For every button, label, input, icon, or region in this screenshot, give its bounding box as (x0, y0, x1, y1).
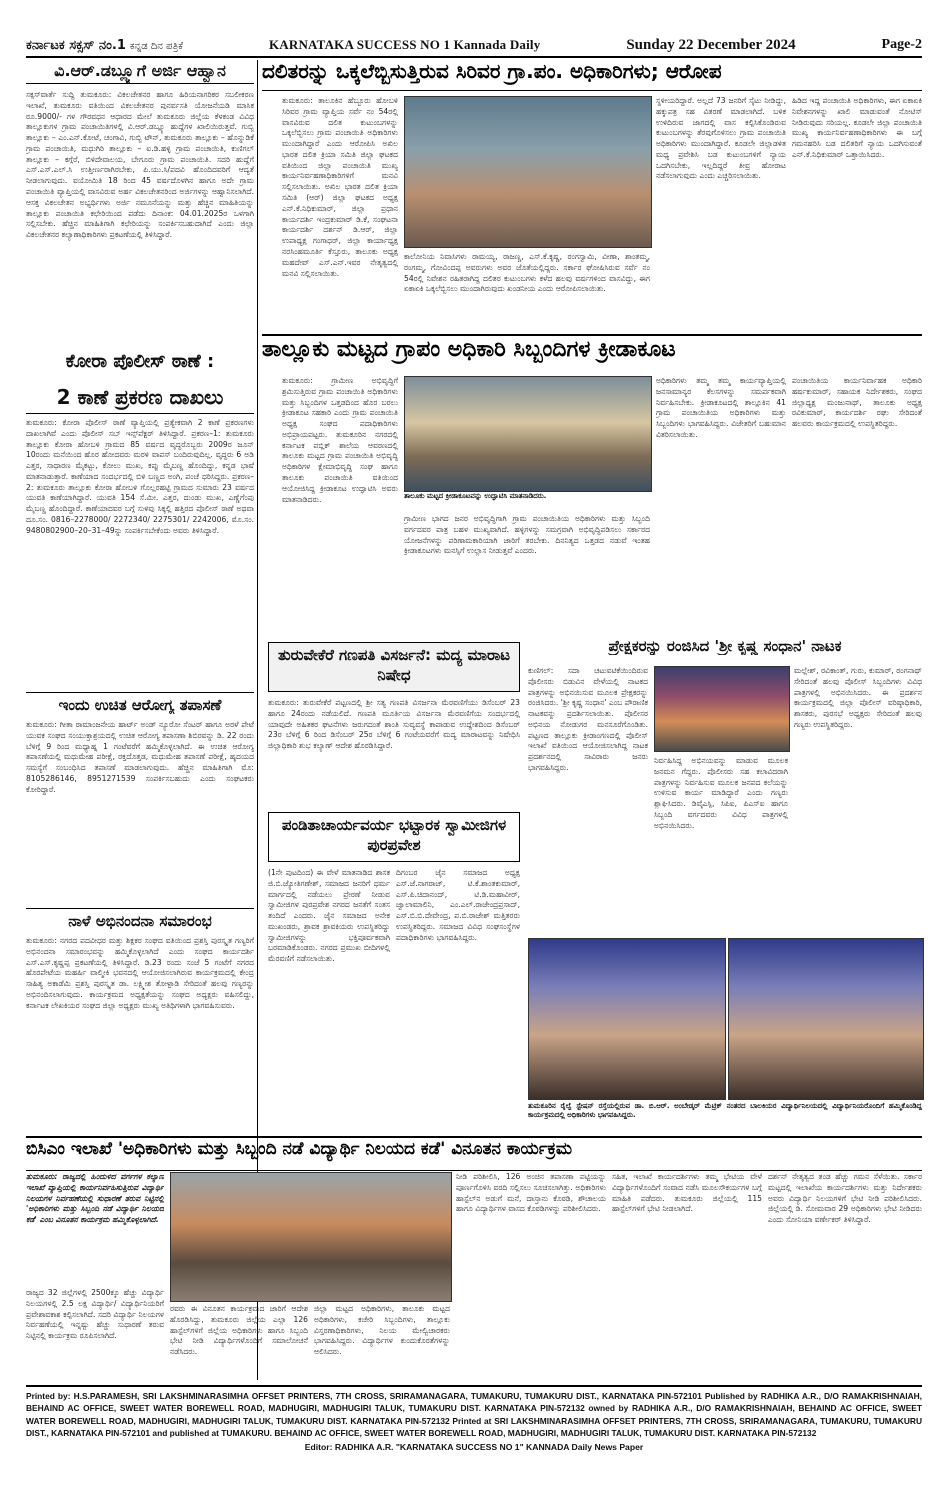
felicitation-body: ತುಮಕೂರು: ನಗರದ ಪದವೀಧರ ಮತ್ತು ಶಿಕ್ಷಕರ ಸಂಘದ ವತಿಯಿಂದ ಪ್ರಶಸ್ತಿ ಪುರಸ್ಕೃತ ಗಣ್ಯರಿಗೆ ಅಭಿನಂದನಾ ಸಮಾರಂಭವನ್ನು ಹಮ್ಮಿಕೊಳ್ಳಲಾಗಿದೆ ಎಂದು ಸಂಘದ ಕಾರ್ಯದರ್ಶಿ ಎಸ್.ಎಸ್.ಕೃಷ್ಣಪ್ಪ ಪ್ರಕಟಣೆಯಲ್ಲಿ ತಿಳಿಸಿದ್ದಾರೆ. ಡಿ.23 ರಂದು ಸಂಜೆ 5 ಗಂಟೆಗೆ ನಗರದ ಹೊರಪೇಟೆಯ ಮಹರ್ಷಿ ವಾಲ್ಮೀಕಿ ಭವನದಲ್ಲಿ ಆಯೋಜಿಸಲಾಗಿರುವ ಕಾರ್ಯಕ್ರಮದಲ್ಲಿ ಕೇಂದ್ರ ಸಾಹಿತ್ಯ ಅಕಾಡೆಮಿ ಪ್ರಶಸ್ತಿ ಪುರಸ್ಕೃತ ಡಾ. ಲಕ್ಷ್ಮೀಶ ತೋಳ್ಪಾಡಿ ಸೇರಿದಂತೆ ಹಲವು ಗಣ್ಯರನ್ನು ಅಭಿನಂದಿಸಲಾಗುವುದು. ಕಾರ್ಯಕ್ರಮದ ಅಧ್ಯಕ್ಷತೆಯನ್ನು ಸಂಘದ ಅಧ್ಯಕ್ಷರು ವಹಿಸಲಿದ್ದು, ಕರ್ನಾಟಕ ಲೇಖಕಿಯರ ಸಂಘದ ಜಿಲ್ಲಾ ಅಧ್ಯಕ್ಷರು ಮುಖ್ಯ ಅತಿಥಿಗಳಾಗಿ ಭಾಗವಹಿಸುವರು. (26, 936, 254, 1010)
drama-photo (654, 666, 790, 752)
drama-col3: ಮಲ್ಲೇಶ್, ರವಿಕಾಂತ್, ಗುರು, ಕುಮಾರ್, ರಂಗನಾಥ್ ಸೇರಿದಂತೆ ಹಲವು ಪೊಲೀಸ್ ಸಿಬ್ಬಂದಿಗಳು ವಿವಿಧ ಪಾತ್ರಗಳಲ್ಲಿ ಅಭಿನಯಿಸಿದರು. ಈ ಪ್ರದರ್ಶನ ಕಾರ್ಯಕ್ರಮದಲ್ಲಿ ಜಿಲ್ಲಾ ಪೊಲೀಸ್ ವರಿಷ್ಠಾಧಿಕಾರಿ, ಶಾಸಕರು, ಪುರಸಭೆ ಅಧ್ಯಕ್ಷರು ಸೇರಿದಂತೆ ಹಲವು ಗಣ್ಯರು ಉಪಸ್ಥಿತರಿದ್ದರು. (794, 666, 922, 729)
pandit-headline: ಪಂಡಿತಾಚಾರ್ಯವರ್ಯ ಭಟ್ಟಾರಕ ಸ್ವಾಮೀಜಿಗಳ ಪುರಪ್ರವೇಶ (268, 812, 520, 862)
dalit-col2: ಕಾಲೋನಿಯ ನಿವಾಸಿಗಳು ರಾಮಯ್ಯ, ರಾಜಣ್ಣ, ಎಸ್.ಕೆ.ಕೃಷ್ಣ, ರಂಗಸ್ವಾಮಿ, ವೀಣಾ, ಶಾಂತಮ್ಮ, ರಂಗಮ್ಮ, ಗೋವಿಂದಪ್ಪ ಅವರುಗಳು ಅವರ ಜೊತೆಯಲ್ಲಿದ್ದರು. ಸರ್ಕಾರ ಘೋಷಿಸಿರುವ ಸರ್ವೆ ನಂ 54ರಲ್ಲಿ ನಿವೇಶನ ರಹಿತರಾಗಿದ್ದ ದಲಿತರ ಕುಟುಂಬಗಳು ಕಳೆದ ಹಲವು ವರ್ಷಗಳಿಂದ ವಾಸವಿದ್ದು, ಈಗ ಏಕಾಏಕಿ ಒಕ್ಕಲೆಬ್ಬಿಸಲು ಮುಂದಾಗಿರುವುದು ಖಂಡನೀಯ ಎಂದು ಆರೋಪಿಸಲಾಯಿತು. (404, 252, 650, 294)
imprint-footer (26, 1385, 922, 1475)
sports-headline: ತಾಲ್ಲೂಕು ಮಟ್ಟದ ಗ್ರಾಪಂ ಅಧಿಕಾರಿ ಸಿಬ್ಬಂದಿಗಳ ಕ್ರೀಡಾಕೂಟ (262, 334, 922, 370)
masthead (26, 34, 922, 58)
bcm-col0: ರಾಜ್ಯದ 32 ಜಿಲ್ಲೆಗಳಲ್ಲಿ 2500ಕ್ಕೂ ಹೆಚ್ಚು ವಿದ್ಯಾರ್ಥಿ ನಿಲಯಗಳಲ್ಲಿ 2.5 ಲಕ್ಷ ವಿದ್ಯಾರ್ಥಿ/ ವಿದ್ಯಾರ್ಥಿನಿಯರಿಗೆ ಪ್ರವೇಶಾವಕಾಶ ಕಲ್ಪಿಸಲಾಗಿದೆ. ಸದರಿ ವಿದ್ಯಾರ್ಥಿ ನಿಲಯಗಳ ನಿರ್ವಹಣೆಯಲ್ಲಿ ಇನ್ನಷ್ಟು ಹೆಚ್ಚು ಸುಧಾರಣೆ ತರುವ ನಿಟ್ಟಿನಲ್ಲಿ ಕಾರ್ಯಕ್ರಮ ರೂಪಿಸಲಾಗಿದೆ. (26, 1288, 164, 1341)
sports-col3: ಅಧಿಕಾರಿಗಳು ತಮ್ಮ ತಮ್ಮ ಕಾರ್ಯವ್ಯಾಪ್ತಿಯಲ್ಲಿ ಜನಸಾಮಾನ್ಯರ ಕೆಲಸಗಳನ್ನು ಸಮರ್ಪಕವಾಗಿ ನಿರ್ವಹಿಸಬೇಕು. ಕ್ರೀಡಾಕೂಟದಲ್ಲಿ ತಾಲ್ಲೂಕಿನ 41 ಗ್ರಾಮ ಪಂಚಾಯಿತಿಯ ಅಧಿಕಾರಿಗಳು ಮತ್ತು ಸಿಬ್ಬಂದಿಗಳು ಭಾಗವಹಿಸಿದ್ದರು. ವಿಜೇತರಿಗೆ ಬಹುಮಾನ ವಿತರಿಸಲಾಯಿತು. (656, 376, 786, 439)
sports-col2: ಗ್ರಾಮೀಣ ಭಾಗದ ಜನರ ಅಭಿವೃದ್ಧಿಗಾಗಿ ಗ್ರಾಮ ಪಂಚಾಯಿತಿಯ ಅಧಿಕಾರಿಗಳು ಮತ್ತು ಸಿಬ್ಬಂದಿ ವರ್ಗದವರ ಪಾತ್ರ ಬಹಳ ಮುಖ್ಯವಾಗಿದೆ. ಹಳ್ಳಿಗಳನ್ನು ಸಮಗ್ರವಾಗಿ ಅಭಿವೃದ್ಧಿಪಡಿಸಲು ಸರ್ಕಾರದ ಯೋಜನೆಗಳನ್ನು ಪರಿಣಾಮಕಾರಿಯಾಗಿ ಜಾರಿಗೆ ತರಬೇಕು. ದಿನನಿತ್ಯದ ಒತ್ತಡದ ನಡುವೆ ಇಂತಹ ಕ್ರೀಡಾಕೂಟಗಳು ಮನಸ್ಸಿಗೆ ಉಲ್ಲಾಸ ನೀಡುತ್ತವೆ ಎಂದರು. (404, 514, 650, 556)
vrw-body: ಸಕ್ಸಸ್‌ವಾರ್ತೆ ಸುದ್ದಿ ತುಮಕೂರು: ವಿಕಲಚೇತನರ ಹಾಗೂ ಹಿರಿಯನಾಗರಿಕರ ಸಬಲೀಕರಣ ಇಲಾಖೆ, ತುಮಕೂರು ವತಿಯಿಂದ ವಿಕಲಚೇತನರ ಪುನರ್ವಸತಿ ಯೋಜನೆಯಡಿ ಮಾಸಿಕ ರೂ.9000/- ಗಳ ಗೌರವಧನ ಆಧಾರದ ಮೇಲೆ ತುಮಕೂರು ಜಿಲ್ಲೆಯ ಕೆಳಕಂಡ ವಿವಿಧ ತಾಲ್ಲೂಕುಗಳ ಗ್ರಾಮ ಪಂಚಾಯಿತಿಗಳಲ್ಲಿ ವಿ.ಆರ್.ಡಬ್ಲ್ಯೂ ಹುದ್ದೆಗಳ ಖಾಲಿಯಿರುತ್ತವೆ. ಗುಬ್ಬಿ ತಾಲ್ಲೂಕು – ಎಂ.ಎನ್.ಕೋಟೆ, ಚಂಗಾವಿ, ಗುಬ್ಬಿ ಟೌನ್, ತುಮಕೂರು ತಾಲ್ಲೂಕು – ಹೊನ್ನುಡಿಕೆ ಗ್ರಾಮ ಪಂಚಾಯಿತಿ, ಮಧುಗಿರಿ ತಾಲ್ಲೂಕು – ಐ.ಡಿ.ಹಳ್ಳಿ ಗ್ರಾಮ ಪಂಚಾಯಿತಿ, ಕುಣಿಗಲ್ ತಾಲ್ಲೂಕು – ಕಗ್ಗೆರೆ, ಬಿಳಿದೇವಾಲಯ, ಬೇಗೂರು ಗ್ರಾಮ ಪಂಚಾಯಿತಿ. ಸದರಿ ಹುದ್ದೆಗೆ ಎಸ್.ಎಸ್.ಎಲ್.ಸಿ ಉತ್ತೀರ್ಣರಾಗಿರಬೇಕು, ಪಿ.ಯು.ಸಿ/ಪದವಿ ಹೊಂದಿದವರಿಗೆ ಆದ್ಯತೆ ನೀಡಲಾಗುವುದು. ವಯೋಮಿತಿ 18 ರಿಂದ 45 ವರ್ಷದೊಳಗಿನ ಹಾಗೂ ಅದೇ ಗ್ರಾಮ ಪಂಚಾಯಿತಿ ವ್ಯಾಪ್ತಿಯಲ್ಲಿ ವಾಸವಿರುವ ಅರ್ಹ ವಿಕಲಚೇತನರಿಂದ ಅರ್ಜಿಗಳನ್ನು ಆಹ್ವಾನಿಸಲಾಗಿದೆ. ಆಸಕ್ತ ವಿಕಲಚೇತನ ಅಭ್ಯರ್ಥಿಗಳು ಅರ್ಜಿ ನಮೂನೆಯನ್ನು ಮತ್ತು ಹೆಚ್ಚಿನ ಮಾಹಿತಿಯನ್ನು ತಾಲ್ಲೂಕು ಪಂಚಾಯಿತಿ ಕಛೇರಿಯಿಂದ ಪಡೆದು ದಿನಾಂಕ: 04.01.2025ರ ಒಳಗಾಗಿ ಸಲ್ಲಿಸಬೇಕು. ಹೆಚ್ಚಿನ ಮಾಹಿತಿಗಾಗಿ ಕಛೇರಿಯನ್ನು ಸಂಪರ್ಕಿಸಬಹುದಾಗಿದೆ ಎಂದು ಜಿಲ್ಲಾ ವಿಕಲಚೇತನರ ಕಲ್ಯಾಣಾಧಿಕಾರಿಗಳು ಪ್ರಕಟಣೆಯಲ್ಲಿ ತಿಳಿಸಿದ್ದಾರೆ. (26, 90, 254, 240)
sports-caption: ತಾಲೂಕು ಮಟ್ಟದ ಕ್ರೀಡಾಕೂಟವನ್ನು ಉದ್ಘಾಟಿಸಿ ಮಾತನಾಡಿದರು. (404, 492, 547, 500)
vrw-headline: ವಿ.ಆರ್.ಡಬ್ಲ್ಯೂಗೆ ಅರ್ಜಿ ಆಹ್ವಾನ (26, 62, 254, 84)
pandit-col1: (1ನೇ ಪುಟದಿಂದ) ಈ ವೇಳೆ ಮಾತನಾಡಿದ ಶಾಸಕ ಜಿ.ಬಿ.ಜ್ಯೋತಿಗಣೇಶ್, ಸಮಾಜದ ಜನರಿಗೆ ಧರ್ಮ ಮಾರ್ಗದಲ್ಲಿ ನಡೆಯಲು ಪ್ರೇರಣೆ ನೀಡುವ ಸ್ವಾಮೀಜಿಗಳ ಪುರಪ್ರವೇಶ ನಗರದ ಜನತೆಗೆ ಸಂತಸ ತಂದಿದೆ ಎಂದರು. ಜೈನ ಸಮಾಜದ ಅನೇಕ ಮುಖಂಡರು, ಶ್ರಾವಕ ಶ್ರಾವಕಿಯರು ಉಪಸ್ಥಿತರಿದ್ದು ಸ್ವಾಮೀಜಿಗಳನ್ನು ಭಕ್ತಿಪೂರ್ವಕವಾಗಿ ಬರಮಾಡಿಕೊಂಡರು. ನಗರದ ಪ್ರಮುಖ ಬೀದಿಗಳಲ್ಲಿ ಮೆರವಣಿಗೆ ನಡೆಸಲಾಯಿತು. (268, 868, 390, 964)
pandit-col2: ದಿಗಂಬರ ಜೈನ ಸಮಾಜದ ಅಧ್ಯಕ್ಷ ಎಸ್.ಜೆ.ನಾಗರಾಜ್, ಟಿ.ಕೆ.ಶಾಂತಕುಮಾರ್, ಎಸ್.ಪಿ.ಚಿದಾನಂದ್, ಟಿ.ಡಿ.ಮಹಾವೀರ್, ಜ್ವಾಲಾಮಾಲಿನಿ, ಎಂ.ಎಲ್.ರಾಜೇಂದ್ರಪ್ರಸಾದ್, ಎಸ್.ಬಿ.ಬಿ.ದೇವೇಂದ್ರ, ಪ.ಬಿ.ರಾಜೇಶ್ ಮತ್ತಿತರರು ಉಪಸ್ಥಿತರಿದ್ದರು. ಸಮಾಜದ ವಿವಿಧ ಸಂಘಸಂಸ್ಥೆಗಳ ಪದಾಧಿಕಾರಿಗಳು ಭಾಗವಹಿಸಿದ್ದರು. (396, 868, 520, 942)
kora-body: ತುಮಕೂರು: ಕೋರಾ ಪೊಲೀಸ್ ಠಾಣೆ ವ್ಯಾಪ್ತಿಯಲ್ಲಿ ಪ್ರತ್ಯೇಕವಾಗಿ 2 ಕಾಣೆ ಪ್ರಕರಣಗಳು ದಾಖಲಾಗಿವೆ ಎಂದು ಪೊಲೀಸ್ ಸಬ್ ಇನ್ಸ್‌ಪೆಕ್ಟರ್ ತಿಳಿಸಿದ್ದಾರೆ. ಪ್ರಕರಣ–1: ತುಮಕೂರು ತಾಲ್ಲೂಕು ಕೋರಾ ಹೋಬಳಿ ಗ್ರಾಮದ 85 ವರ್ಷದ ವೃದ್ಧರೊಬ್ಬರು 2009ರ ಜೂನ್ 10ರಂದು ಮನೆಯಿಂದ ಹೊರ ಹೋದವರು ಮರಳಿ ವಾಪಸ್ ಬಂದಿರುವುದಿಲ್ಲ. ವೃದ್ಧರು 6 ಅಡಿ ಎತ್ತರ, ಸಾಧಾರಣ ಮೈಕಟ್ಟು, ಕೋಲು ಮುಖ, ಕಪ್ಪು ಮೈಬಣ್ಣ ಹೊಂದಿದ್ದು, ಕನ್ನಡ ಭಾಷೆ ಮಾತನಾಡುತ್ತಾರೆ. ಕಾಣೆಯಾದ ಸಂದರ್ಭದಲ್ಲಿ ಬಿಳಿ ಬಣ್ಣದ ಅಂಗಿ, ಪಂಚೆ ಧರಿಸಿದ್ದರು. ಪ್ರಕರಣ–2: ತುಮಕೂರು ತಾಲ್ಲೂಕು ಕೋರಾ ಹೋಬಳಿ ಗೊಲ್ಲರಹಟ್ಟಿ ಗ್ರಾಮದ ಸುಮಾರು 23 ವರ್ಷದ ಯುವತಿ ಕಾಣೆಯಾಗಿದ್ದಾರೆ. ಯುವತಿ 154 ಸೆ.ಮೀ. ಎತ್ತರ, ದುಂಡು ಮುಖ, ಎಣ್ಣೆಗೆಂಪು ಮೈಬಣ್ಣ ಹೊಂದಿದ್ದಾರೆ. ಕಾಣೆಯಾದವರ ಬಗ್ಗೆ ಸುಳಿವು ಸಿಕ್ಕಲ್ಲಿ ಹತ್ತಿರದ ಪೊಲೀಸ್ ಠಾಣೆ ಅಥವಾ ದೂ.ಸಂ. 0816–2278000/ 2272340/ 2275301/ 2242006, ಮೊ.ಸಂ. 9480802900–20–31–49ನ್ನು ಸಂಪರ್ಕಿಸಬೇಕೆಂದು ಅವರು ತಿಳಿಸಿದ್ದಾರೆ. (26, 418, 254, 535)
imprint-line: Printed by: H.S.PARAMESH, SRI LAKSHMINARASIMHA OFFSET PRINTERS, 7TH CROSS, SRIRAMANAGARA, TUMAKURU, TUMAKURU DIST., KARNATAKA PIN-572101 Published by RADHIKA A.R., D/O RAMAKRISHNAIAH, BEHAIND AC OFFICE, SWEET WATER BOREWELL ROAD, MADHUGIRI, MADHUGIRI TALUK, TUMAKURU DIST. KARNATAKA PIN-572132 owned by RADHIKA A.R., D/O RAMAKRISHNAIAH, BEHAIND AC OFFICE, SWEET WATER BOREWELL ROAD, MADHUGIRI, MADHUGIRI TALUK, TUMAKURU DIST. KARNATAKA PIN-572132 Printed at SRI LAKSHMINARASIMHA OFFSET PRINTERS, 7TH CROSS, SRIRAMANAGARA, TUMAKURU, TUMAKURU DIST., KARNATAKA PIN-572101 and published at TUMAKURU. BEHAIND AC OFFICE, SWEET WATER BOREWELL ROAD, MADHUGIRI, MADHUGIRI TALUK, TUMAKURU DIST. KARNATAKA PIN-572132 (26, 1391, 922, 1439)
drama-headline: ಪ್ರೇಕ್ಷಕರನ್ನು ರಂಜಿಸಿದ 'ಶ್ರೀ ಕೃಷ್ಣ ಸಂಧಾನ' ನಾಟಕ (608, 638, 842, 655)
kora-headline-2: 2 ಕಾಣೆ ಪ್ರಕರಣ ದಾಖಲು (26, 386, 254, 414)
kora-headline: ಕೋರಾ ಪೊಲೀಸ್ ಠಾಣೆ : (65, 352, 215, 372)
ganapathi-body: ತುಮಕೂರು: ತುರುವೇಕೆರೆ ಪಟ್ಟಣದಲ್ಲಿ ಶ್ರೀ ಸತ್ಯ ಗಣಪತಿ ವಿಸರ್ಜನಾ ಮೆರವಣಿಗೆಯು ಡಿಸೆಂಬರ್ 23 ಹಾಗೂ 24ರಂದು ನಡೆಯಲಿದೆ. ಗಣಪತಿ ಮೂರ್ತಿಯ ವಿಸರ್ಜನಾ ಮೆರವಣಿಗೆಯ ಸಂದರ್ಭದಲ್ಲಿ ಯಾವುದೇ ಅಹಿತಕರ ಘಟನೆಗಳು ಜರುಗದಂತೆ ಶಾಂತಿ ಸುವ್ಯವಸ್ಥೆ ಕಾಪಾಡುವ ಉದ್ದೇಶದಿಂದ ಡಿಸೆಂಬರ್ 23ರ ಬೆಳಿಗ್ಗೆ 6 ರಿಂದ ಡಿಸೆಂಬರ್ 25ರ ಬೆಳಿಗ್ಗೆ 6 ಗಂಟೆಯವರೆಗೆ ಮದ್ಯ ಮಾರಾಟವನ್ನು ನಿಷೇಧಿಸಿ ಜಿಲ್ಲಾಧಿಕಾರಿ ಶುಭ ಕಲ್ಯಾಣ್ ಆದೇಶ ಹೊರಡಿಸಿದ್ದಾರೆ. (268, 698, 520, 751)
dalit-headline: ದಲಿತರನ್ನು ಒಕ್ಕಲೆಬ್ಬಿಸುತ್ತಿರುವ ಸಿರಿವರ ಗ್ರಾ.ಪಂ. ಅಧಿಕಾರಿಗಳು; ಆರೋಪ (262, 60, 922, 91)
bcm-col3: ನೀಡಿ ಪರಿಶೀಲಿಸಿ, 126 ಅಂಚಿನ ತಪಾಸಣಾ ಪಟ್ಟಿಯನ್ನು ಪೂರ್ಣಗೊಳಿಸಿ ವರದಿ ಸಲ್ಲಿಸಲು ಸೂಚಿಸಲಾಗಿತ್ತು. ಅಧಿಕಾರಿಗಳು ಹಾಸ್ಟೆಲ್‌ನ ಅಡುಗೆ ಮನೆ, ದಾಸ್ತಾನು ಕೊಠಡಿ, ಶೌಚಾಲಯ ಹಾಗೂ ವಿದ್ಯಾರ್ಥಿಗಳ ವಾಸದ ಕೊಠಡಿಗಳನ್ನು ಪರಿಶೀಲಿಸಿದರು. (456, 1172, 606, 1214)
sports-col4: ಪಂಚಾಯಿತಿಯ ಕಾರ್ಯನಿರ್ವಾಹಕ ಅಧಿಕಾರಿ ಹರ್ಷಕುಮಾರ್, ಸಹಾಯಕ ನಿರ್ದೇಶಕರು, ಸಂಘದ ಜಿಲ್ಲಾಧ್ಯಕ್ಷ ಮಂಜುನಾಥ್, ತಾಲೂಕು ಅಧ್ಯಕ್ಷ ರವಿಕುಮಾರ್, ಕಾರ್ಯದರ್ಶಿ ರಘು ಸೇರಿದಂತೆ ಹಲವರು ಕಾರ್ಯಕ್ರಮದಲ್ಲಿ ಉಪಸ್ಥಿತರಿದ್ದರು. (792, 376, 922, 429)
bcm-col5: ದರ್ಶನ್ ನೇತೃತ್ವದ ತಂಡ ಹೆಚ್ಚು ಗಮನ ಸೆಳೆಯಿತು. ಸರ್ಕಾರ ಮಟ್ಟದಲ್ಲಿ ಇಲಾಖೆಯ ಕಾರ್ಯದರ್ಶಿಗಳು ಮತ್ತು ನಿರ್ದೇಶಕರು ಅವರು ವಿದ್ಯಾರ್ಥಿ ನಿಲಯಗಳಿಗೆ ಭೇಟಿ ನೀಡಿ ಪರಿಶೀಲಿಸಿದರು. ಜಿಲ್ಲೆಯಲ್ಲಿ ಡಿ. ಸೋಮವಾರ 29 ಅಧಿಕಾರಿಗಳು ಭೇಟಿ ನೀಡಿದರು ಎಂದು ಸೋನಿಯಾ ವರ್ಣೇಕರ್ ತಿಳಿಸಿದ್ದಾರೆ. (768, 1172, 922, 1225)
dalit-col4: ಹಿಡಿದ ಇದ್ದ ಪಂಚಾಯಿತಿ ಅಧಿಕಾರಿಗಳು, ಈಗ ಏಕಾಏಕಿ ನಿವೇಶನಗಳನ್ನು ಖಾಲಿ ಮಾಡುವಂತೆ ನೋಟಿಸ್ ನೀಡಿರುವುದು ಸರಿಯಲ್ಲ. ಕೂಡಲೇ ಜಿಲ್ಲಾ ಪಂಚಾಯಿತಿ ಮುಖ್ಯ ಕಾರ್ಯನಿರ್ವಹಣಾಧಿಕಾರಿಗಳು ಈ ಬಗ್ಗೆ ಗಮನಹರಿಸಿ ಬಡ ದಲಿತರಿಗೆ ನ್ಯಾಯ ಒದಗಿಸುವಂತೆ ಎನ್.ಕೆ.ನಿಧಿಕುಮಾರ್ ಒತ್ತಾಯಿಸಿದರು. (792, 96, 922, 159)
bcm-photo (170, 1172, 452, 1302)
health-body: ತುಮಕೂರು: ಗೀತಾ ರಾಮಾಂಜನೇಯ ಹಾರ್ಟ್ ಅಂಡ್ ನ್ಯೂರೋ ಸೆಂಟರ್ ಹಾಗೂ ಅರಳೆ ಪೇಟೆ ಯುವಕ ಸಂಘದ ಸಂಯುಕ್ತಾಶ್ರಯದಲ್ಲಿ ಉಚಿತ ಆರೋಗ್ಯ ತಪಾಸಣಾ ಶಿಬಿರವನ್ನು ಡಿ. 22 ರಂದು ಬೆಳಿಗ್ಗೆ 9 ರಿಂದ ಮಧ್ಯಾಹ್ನ 1 ಗಂಟೆವರೆಗೆ ಹಮ್ಮಿಕೊಳ್ಳಲಾಗಿದೆ. ಈ ಉಚಿತ ಆರೋಗ್ಯ ತಪಾಸಣೆಯಲ್ಲಿ ಮಧುಮೇಹ ಪರೀಕ್ಷೆ, ರಕ್ತದೊತ್ತಡ, ಮಧುಮೇಹ ತಪಾಸಣೆ ಪರೀಕ್ಷೆ, ಹೃದಯದ ಸಮಸ್ಯೆಗೆ ಸಂಬಂಧಿಸಿದ ತಪಾಸಣೆ ಮಾಡಲಾಗುವುದು. ಹೆಚ್ಚಿನ ಮಾಹಿತಿಗಾಗಿ ಮೊ: 8105286146, 8951271539 ಸಂಪರ್ಕಿಸಬಹುದು ಎಂದು ಸಂಘಟಕರು ಕೋರಿದ್ದಾರೆ. (26, 720, 254, 794)
dalit-photo (404, 96, 652, 248)
sports-photo (404, 376, 652, 492)
drama-col1: ಕುಣಿಗಲ್: ಸದಾ ಚಟುವಟಿಕೆಯಿಂದಿರುವ ಪೊಲೀಸರು ಬಿಡುವಿನ ವೇಳೆಯಲ್ಲಿ ನಾಟಕದ ಪಾತ್ರಗಳನ್ನು ಅಭಿನಯಿಸುವ ಮೂಲಕ ಪ್ರೇಕ್ಷಕರನ್ನು ರಂಜಿಸಿದರು. 'ಶ್ರೀ ಕೃಷ್ಣ ಸಂಧಾನ' ಎಂಬ ಪೌರಾಣಿಕ ನಾಟಕವನ್ನು ಪ್ರದರ್ಶಿಸಲಾಯಿತು. ಪೊಲೀಸರ ಅಭಿನಯ ನೋಡುಗರ ಮನಸೂರೆಗೊಂಡಿತು. ಪಟ್ಟಣದ ತಾಲ್ಲೂಕು ಕ್ರೀಡಾಂಗಣದಲ್ಲಿ ಪೊಲೀಸ್ ಇಲಾಖೆ ವತಿಯಿಂದ ಆಯೋಜಿಸಲಾಗಿದ್ದ ನಾಟಕ ಪ್ರದರ್ಶನದಲ್ಲಿ ಸಾವಿರಾರು ಜನರು ಭಾಗವಹಿಸಿದ್ದರು. (528, 666, 648, 773)
sports-col1: ತುಮಕೂರು: ಗ್ರಾಮೀಣ ಅಭಿವೃದ್ಧಿಗೆ ಶ್ರಮಿಸುತ್ತಿರುವ ಗ್ರಾಮ ಪಂಚಾಯಿತಿ ಅಧಿಕಾರಿಗಳು ಮತ್ತು ಸಿಬ್ಬಂದಿಗಳ ಒತ್ತಡದಿಂದ ಹೊರ ಬರಲು ಕ್ರೀಡಾಕೂಟ ಸಹಕಾರಿ ಎಂದು ಗ್ರಾಮ ಪಂಚಾಯಿತಿ ಅಧ್ಯಕ್ಷ ಸಂಘದ ಪದಾಧಿಕಾರಿಗಳು ಅಭಿಪ್ರಾಯಪಟ್ಟರು. ತುಮಕೂರಿನ ನಗರದಲ್ಲಿ ಕರ್ನಾಟಕ ಪಬ್ಲಿಕ್ ಶಾಲೆಯ ಆವರಣದಲ್ಲಿ ತಾಲೂಕು ಮಟ್ಟದ ಗ್ರಾಮ ಪಂಚಾಯಿತಿ ಅಭಿವೃದ್ಧಿ ಅಧಿಕಾರಿಗಳ ಕ್ಷೇಮಾಭಿವೃದ್ಧಿ ಸಂಘ ಹಾಗೂ ತಾಲೂಕು ಪಂಚಾಯಿತಿ ವತಿಯಿಂದ ಆಯೋಜಿಸಿದ್ದ ಕ್ರೀಡಾಕೂಟ ಉದ್ಘಾಟಿಸಿ ಅವರು ಮಾತನಾಡಿದರು. (282, 376, 398, 504)
bcm-col1: ರವರು ಈ ವಿನೂತನ ಕಾರ್ಯಕ್ರಮದ ಜಾರಿಗೆ ಆದೇಶ ಹೊರಡಿಸಿದ್ದು, ತುಮಕೂರು ಜಿಲ್ಲೆಯ ಎಲ್ಲಾ 126 ಹಾಸ್ಟೆಲ್‌ಗಳಿಗೆ ಜಿಲ್ಲೆಯ ಅಧಿಕಾರಿಗಳು ಹಾಗೂ ಸಿಬ್ಬಂದಿ ಭೇಟಿ ನೀಡಿ ವಿದ್ಯಾರ್ಥಿಗಳೊಂದಿಗೆ ಸಮಾಲೋಚನೆ ನಡೆಸಿದರು. (170, 1304, 308, 1357)
masthead-logo: ಕರ್ನಾಟಕ ಸಕ್ಸಸ್ ನಂ.1 ಕನ್ನಡ ದಿನ ಪತ್ರಿಕೆ (26, 37, 184, 53)
felicitation-headline: ನಾಳೆ ಅಭಿನಂದನಾ ಸಮಾರಂಭ (26, 908, 254, 930)
hostel-photo-left (528, 938, 726, 1100)
health-headline: ಇಂದು ಉಚಿತ ಆರೋಗ್ಯ ತಪಾಸಣೆ (26, 692, 254, 714)
masthead-title: KARNATAKA SUCCESS NO 1 Kannada Daily (268, 37, 541, 52)
dalit-col1: ತುಮಕೂರು: ತಾಲೂಕಿನ ಹೆಬ್ಬೂರು ಹೋಬಳಿ ಸಿರಿವರ ಗ್ರಾಮ ವ್ಯಾಪ್ತಿಯ ಸರ್ವೆ ನಂ 54ರಲ್ಲಿ ವಾಸವಿರುವ ದಲಿತ ಕುಟುಂಬಗಳನ್ನು ಒಕ್ಕಲೆಬ್ಬಿಸಲು ಗ್ರಾಮ ಪಂಚಾಯಿತಿ ಅಧಿಕಾರಿಗಳು ಮುಂದಾಗಿದ್ದಾರೆ ಎಂದು ಆರೋಪಿಸಿ ಅಖಿಲ ಭಾರತ ದಲಿತ ಕ್ರಿಯಾ ಸಮಿತಿ ಜಿಲ್ಲಾ ಘಟಕದ ವತಿಯಿಂದ ಜಿಲ್ಲಾ ಪಂಚಾಯಿತಿ ಮುಖ್ಯ ಕಾರ್ಯನಿರ್ವಹಣಾಧಿಕಾರಿಗಳಿಗೆ ಮನವಿ ಸಲ್ಲಿಸಲಾಯಿತು. ಅಖಿಲ ಭಾರತ ದಲಿತ ಕ್ರಿಯಾ ಸಮಿತಿ (ಆರ್) ಜಿಲ್ಲಾ ಘಟಕದ ಅಧ್ಯಕ್ಷ ಎನ್.ಕೆ.ನಿಧಿಕುಮಾರ್, ಜಿಲ್ಲಾ ಪ್ರಧಾನ ಕಾರ್ಯದರ್ಶಿ ಇಂದ್ರಕುಮಾರ್ ಡಿ.ಕೆ, ಸಂಘಟನಾ ಕಾರ್ಯದರ್ಶಿ ದರ್ಶನ್ ಡಿ.ಆರ್, ಜಿಲ್ಲಾ ಉಪಾಧ್ಯಕ್ಷ ಗಂಗಾಧರ್, ಜಿಲ್ಲಾ ಕಾರ್ಯಾಧ್ಯಕ್ಷ ನರಸಿಂಹಮೂರ್ತಿ ಕೆಸ್ತೂರು, ತಾಲೂಕು ಅಧ್ಯಕ್ಷ ಮಹದೇವ್ ಎಸ್.ಎನ್.ಇವರ ನೇತೃತ್ವದಲ್ಲಿ ಮನವಿ ಸಲ್ಲಿಸಲಾಯಿತು. (282, 96, 398, 278)
bcm-intro: ತುಮಕೂರು: ರಾಜ್ಯದಲ್ಲಿ ಹಿಂದುಳಿದ ವರ್ಗಗಳ ಕಲ್ಯಾಣ ಇಲಾಖೆ ವ್ಯಾಪ್ತಿಯಲ್ಲಿ ಕಾರ್ಯನಿರ್ವಹಿಸುತ್ತಿರುವ ವಿದ್ಯಾರ್ಥಿ ನಿಲಯಗಳ ನಿರ್ವಹಣೆಯಲ್ಲಿ ಸುಧಾರಣೆ ತರುವ ನಿಟ್ಟಿನಲ್ಲಿ 'ಅಧಿಕಾರಿಗಳು ಮತ್ತು ಸಿಬ್ಬಂದಿ ನಡೆ ವಿದ್ಯಾರ್ಥಿ ನಿಲಯದ ಕಡೆ' ಎಂಬ ವಿನೂತನ ಕಾರ್ಯಕ್ರಮ ಹಮ್ಮಿಕೊಳ್ಳಲಾಗಿದೆ. (26, 1172, 164, 1225)
bcm-col2: ಜಿಲ್ಲಾ ಮಟ್ಟದ ಅಧಿಕಾರಿಗಳು, ತಾಲೂಕು ಮಟ್ಟದ ಅಧಿಕಾರಿಗಳು, ಕಚೇರಿ ಸಿಬ್ಬಂದಿಗಳು, ತಾಲ್ಲೂಕು ವಿಸ್ತರಣಾಧಿಕಾರಿಗಳು, ನಿಲಯ ಮೇಲ್ವಿಚಾರಕರು ಭಾಗವಹಿಸಿದ್ದರು. ವಿದ್ಯಾರ್ಥಿಗಳ ಕುಂದುಕೊರತೆಗಳನ್ನು ಆಲಿಸಿದರು. (314, 1304, 450, 1357)
dalit-col3: ಸ್ಥಳೀಯರಿದ್ದಾರೆ. ಅಲ್ಲದೆ 73 ಜನರಿಗೆ ಸೈಟು ನೀಡಿದ್ದು, ಹಕ್ಕುಪತ್ರ ಸಹ ವಿತರಣೆ ಮಾಡಲಾಗಿದೆ. ಬಳಿಕ ಉಳಿದಿರುವ ಜಾಗದಲ್ಲಿ ವಾಸ ಕಲ್ಪಿಸಿಕೊಂಡಿರುವ ಕುಟುಂಬಗಳನ್ನು ತೆರವುಗೊಳಿಸಲು ಗ್ರಾಮ ಪಂಚಾಯಿತಿ ಅಧಿಕಾರಿಗಳು ಮುಂದಾಗಿದ್ದಾರೆ. ಕೂಡಲೇ ಜಿಲ್ಲಾಡಳಿತ ಮಧ್ಯ ಪ್ರವೇಶಿಸಿ ಬಡ ಕುಟುಂಬಗಳಿಗೆ ನ್ಯಾಯ ಒದಗಿಸಬೇಕು, ಇಲ್ಲದಿದ್ದರೆ ತೀವ್ರ ಹೋರಾಟ ನಡೆಸಲಾಗುವುದು ಎಂದು ಎಚ್ಚರಿಸಲಾಯಿತು. (656, 96, 786, 181)
bcm-col4: ಸಹಿತ, ಇಲಾಖೆ ಕಾರ್ಯದರ್ಶಿಗಳು ತಮ್ಮ ಭೇಟಿಯ ವೇಳೆ ವಿದ್ಯಾರ್ಥಿಗಳೊಂದಿಗೆ ಸಂವಾದ ನಡೆಸಿ ಮೂಲಸೌಕರ್ಯಗಳ ಬಗ್ಗೆ ಮಾಹಿತಿ ಪಡೆದರು. ತುಮಕೂರು ಜಿಲ್ಲೆಯಲ್ಲಿ 115 ಹಾಸ್ಟೆಲ್‌ಗಳಿಗೆ ಭೇಟಿ ನೀಡಲಾಗಿದೆ. (612, 1172, 762, 1214)
hostel-photo-right (728, 938, 924, 1100)
hostel-caption: ತುಮಕೂರಿನ ರೈಲ್ವೆ ಸ್ಟೇಷನ್ ರಸ್ತೆಯಲ್ಲಿರುವ ಡಾ. ಬಿ.ಆರ್. ಅಂಬೇಡ್ಕರ್ ಮೆಟ್ರಿಕ್ ನಂತರದ ಬಾಲಕಿಯರ ವಿದ್ಯಾರ್ಥಿನಿಲಯದಲ್ಲಿ ವಿದ್ಯಾರ್ಥಿನಿಯರೊಂದಿಗೆ ಹಮ್ಮಿಕೊಂಡಿದ್ದ ಕಾರ್ಯಕ್ರಮದಲ್ಲಿ ಅಧಿಕಾರಿಗಳು ಭಾಗವಹಿಸಿದ್ದರು. (528, 1102, 922, 1120)
bcm-headline: ಬಿಸಿಎಂ ಇಲಾಖೆ 'ಅಧಿಕಾರಿಗಳು ಮತ್ತು ಸಿಬ್ಬಂದಿ ನಡೆ ವಿದ್ಯಾರ್ಥಿ ನಿಲಯದ ಕಡೆ' ವಿನೂತನ ಕಾರ್ಯಕ್ರಮ (26, 1136, 922, 1171)
drama-col2: ನಿರ್ವಹಿಸಿದ್ದ ಅಭಿನಯವನ್ನು ಮಾಡುವ ಮೂಲಕ ಜನಮನ ಗೆದ್ದರು. ಪೊಲೀಸರು ಸಹ ಕಲಾವಿದರಾಗಿ ಪಾತ್ರಗಳನ್ನು ನಿರ್ವಹಿಸುವ ಮೂಲಕ ಜನಪದ ಕಲೆಯನ್ನು ಉಳಿಸುವ ಕಾರ್ಯ ಮಾಡಿದ್ದಾರೆ ಎಂದು ಗಣ್ಯರು ಶ್ಲಾಘಿಸಿದರು. ಡಿವೈಎಸ್ಪಿ, ಸಿಪಿಐ, ಪಿಎಸ್ಐ ಹಾಗೂ ಸಿಬ್ಬಂದಿ ವರ್ಗದವರು ವಿವಿಧ ಪಾತ್ರಗಳಲ್ಲಿ ಅಭಿನಯಿಸಿದರು. (654, 756, 788, 830)
editor-line: Editor: RADHIKA A.R. "KARNATAKA SUCCESS NO 1" KANNADA Daily News Paper (304, 1441, 644, 1452)
page-number: Page-2 (881, 37, 922, 52)
ganapathi-headline: ತುರುವೇಕೆರೆ ಗಣಪತಿ ವಿಸರ್ಜನೆ: ಮದ್ಯ ಮಾರಾಟ ನಿಷೇಧ (268, 642, 520, 692)
masthead-date: Sunday 22 December 2024 (626, 36, 796, 53)
